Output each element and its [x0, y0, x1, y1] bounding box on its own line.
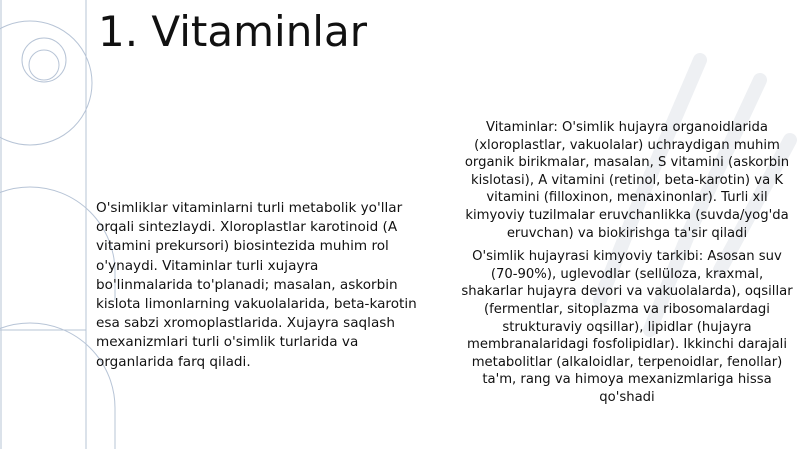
small-circle-outer [22, 38, 66, 82]
right-text-column [460, 119, 794, 407]
large-circle-arc [0, 21, 92, 145]
slide-title: 1. Vitaminlar [98, 7, 367, 56]
right-paragraph-composition: O'simlik hujayrasi kimyoviy tarkibi: Asosan suv (70-90%), uglevodlar (sellüloza, kraxmal, shakarlar hujayra devori va vakuolalarda), oqsillar (fermentlar, sitoplazma va ribosomalardagi strukturaviy oqsillar), lipidlar (hujayra membranalaridagi fosfolipidlar). Ikkinchi darajali metabolitlar (alkaloidlar, terpenoidlar, fenollar) ta'm, rang va himoya mexanizmlariga hissa qo'shadi [461, 249, 793, 405]
right-paragraph-vitamins: Vitaminlar: O'simlik hujayra organoidlarida (xloroplastlar, vakuolalar) uchraydigan muhim organik birikmalar, masalan, S vitamini (askorbin kislotasi), A vitamini (retinol, beta-karotin) va K vitamini (filloxinon, menaxinonlar). Turli xil kimyoviy tuzilmalar eruvchanlikka (suvda/yog'da eruvchan) va biokirishga ta'sir qiladi [464, 120, 790, 241]
left-paragraph: O'simliklar vitaminlarni turli metabolik yo'llar orqali sintezlaydi. Xloroplastlar karotinoid (A vitamini prekursori) biosintezida muhim rol o'ynaydi. Vitaminlar turli xujayra bo'linmalarida to'planadi; masalan, askorbin kislota limonlarning vakuolalarida, beta-karotin esa sabzi xromoplastlarida. Xujayra saqlash mexanizmlari turli o'simlik turlarida va organlarida farq qiladi. [96, 200, 417, 370]
small-circle-inner [29, 50, 59, 80]
